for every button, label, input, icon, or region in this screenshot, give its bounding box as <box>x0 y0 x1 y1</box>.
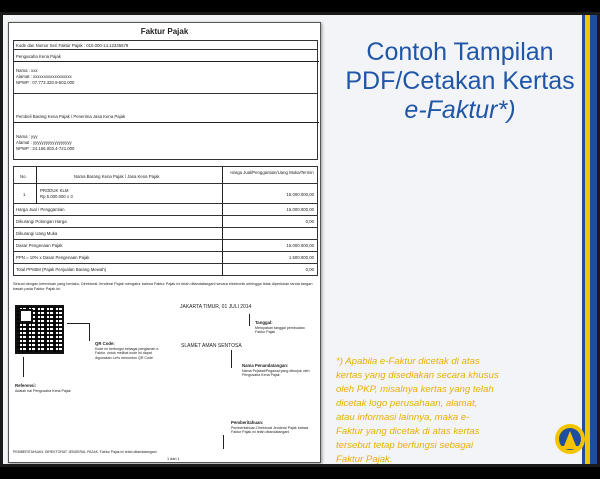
col-harga: Harga Jual/Penggantian/Uang Muka/Termin <box>230 170 314 175</box>
ann-nama-text: Nama Pejabat/Pegawai yang ditunjuk oleh Pengusaha Kena Pajak <box>242 369 310 378</box>
page-number: 1 dari 1 <box>167 457 180 461</box>
footnote-line: kertas yang disediakan secara khusus <box>336 370 499 381</box>
footnote-line: Faktur yang dicetak di atas kertas <box>336 426 480 437</box>
ann-qr-title: QR Code: <box>95 341 115 346</box>
ann-ref-text: Adalah hal Pengusaha Kena Pajak <box>15 389 71 393</box>
footnote-line: dicetak logo perusahaan, alamat, <box>336 398 478 409</box>
summary-label: PPN = 10% x Dasar Pengenaan Pajak <box>16 255 90 260</box>
disclaimer: Sesuai dengan ketentuan yang berlaku, Direktorat Jenderal Pajak mengatur bahwa Faktur Pajak ini telah ditandatangani secara elektronik sehingga tidak diperlukan tanda tangan basah pada Faktur Pajak ini. <box>13 282 313 291</box>
footnote-line: Faktur Pajak. <box>336 454 393 465</box>
col-barang: Nama Barang Kena Pajak / Jasa Kena Pajak <box>74 174 160 179</box>
item-name: PRODUK KLM <box>40 188 69 193</box>
ann-nama-title: Nama Penandatangan: <box>242 363 289 368</box>
title-line-1: Contoh Tampilan <box>366 38 554 66</box>
summary-label: Harga Jual / Penggantian <box>16 207 65 212</box>
summary-value: 15.000.000,00 <box>286 243 314 248</box>
summary-value: 1.500.000,00 <box>288 255 314 260</box>
pembeli-npwp: NPWP : 24.166.003.4-721.000 <box>16 146 75 151</box>
ann-pemb-text: Pemberitahuan Direktorat Jenderal Pajak bahwa Faktur Pajak ini telah ditandatangani <box>231 426 309 435</box>
pembeli-nama: Nama : yyy <box>16 134 38 139</box>
slide <box>0 12 600 467</box>
footnote-line: oleh PKP, misalnya kertas yang telah <box>336 384 494 395</box>
summary-value: 15.000.000,00 <box>286 207 314 212</box>
footnote-line: atau informasi lainnya, maka e- <box>336 412 470 423</box>
ann-qr-text: Kode ini berfungsi sebagai pengaman e-Faktur, untuk melihat kode ini dapat digunakan Let's menonton QR Code <box>95 347 160 360</box>
summary-label: Total PPnBM (Pajak Penjualan Barang Mewah) <box>16 267 107 272</box>
kode-text: Kode dan Nomor Seri Faktur Pajak : 010.000-14.12345678 <box>16 43 129 48</box>
item-detail: Rp 5.000.000 x 3 <box>40 194 73 199</box>
summary-value: 0,00 <box>305 267 314 272</box>
signer-name: SLAMET AMAN SENTOSA <box>181 343 242 349</box>
doc-heading: Faktur Pajak <box>140 27 189 36</box>
pengusaha-nama: Nama : xxx <box>16 68 38 73</box>
ann-ref-title: Referensi: <box>15 383 37 388</box>
pengusaha-alamat: Alamat : xxxxxxxxxxxxxxxxxx <box>16 74 72 79</box>
pengusaha-label: Pengusaha Kena Pajak <box>16 54 61 59</box>
item-no: 1 <box>23 192 26 197</box>
pengusaha-npwp: NPWP : 07.773.320.9-502.000 <box>16 80 75 85</box>
col-no: No. <box>20 174 27 179</box>
summary-label: Dikurangi Uang Muka <box>16 231 58 236</box>
title-line-2: PDF/Cetakan Kertas <box>345 67 575 95</box>
footnote-line: *) Apabila e-Faktur dicetak di atas <box>336 356 480 367</box>
doc-footer: PEMBERITAHUAN: DIREKTORAT JENDERAL PAJAK. Faktur Pajak ini telah ditandatangani <box>13 450 157 454</box>
place-date: JAKARTA TIMUR, 01 JULI 2014 <box>180 304 252 310</box>
slide-frame <box>0 12 600 467</box>
footnote-line: tersebut tetap berfungsi sebagai <box>336 440 474 451</box>
ann-tgl-text: Merupakan tanggal pembuatan Faktur Pajak <box>255 326 305 335</box>
title-line-3: e-Faktur*) <box>404 96 516 124</box>
summary-label: Dasar Pengenaan Pajak <box>16 243 63 248</box>
pembeli-alamat: Alamat : yyyyyyyyyyyyyyyyyy <box>16 140 72 145</box>
ann-tgl-title: Tanggal: <box>255 320 273 325</box>
pembeli-label: Pembeli Barang Kena Pajak / Penerima Jasa Kena Pajak <box>16 114 126 119</box>
summary-value: 0,00 <box>305 219 314 224</box>
summary-label: Dikurangi Potongan Harga <box>16 219 67 224</box>
item-value: 15.000.000,00 <box>286 192 314 197</box>
ann-pemb-title: Pemberitahuan: <box>231 420 264 425</box>
